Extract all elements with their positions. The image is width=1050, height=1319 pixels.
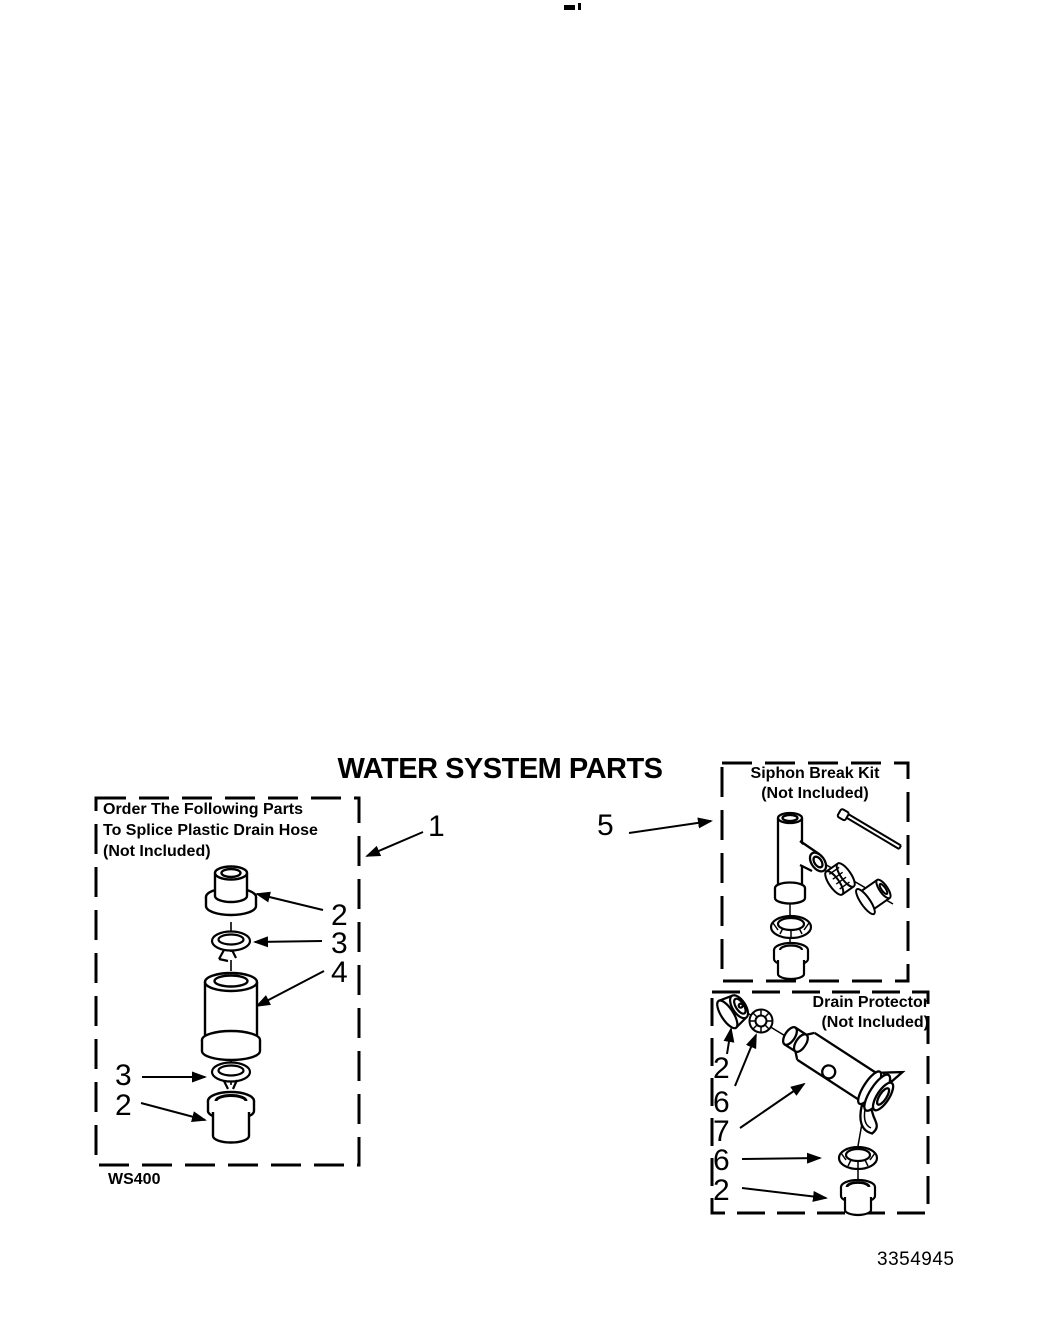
- drain-box-header: [710, 993, 929, 1033]
- hose-clamp-bottom-drawing: [212, 1063, 250, 1090]
- splice-kit-drawing: [202, 867, 260, 1143]
- cable-tie-drawing: [837, 809, 901, 849]
- drain-title-line2: (Not Included): [821, 1014, 929, 1031]
- splice-callout-2-arrow: [257, 894, 323, 910]
- splice-header-line3: (Not Included): [103, 843, 211, 860]
- callout-5: 5: [597, 809, 614, 842]
- hose-coupling-bottom-drawing: [208, 1092, 254, 1143]
- callout-1-arrow: [367, 832, 423, 856]
- splice-callout-4: 4: [331, 956, 348, 989]
- siphon-coupling-drawing: [774, 943, 808, 979]
- drain-callout-2b-arrow: [742, 1188, 826, 1198]
- splice-callout-4-arrow: [257, 971, 324, 1006]
- splice-box-header: [103, 799, 357, 862]
- siphon-clamp-ring-drawing: [771, 916, 811, 938]
- hose-fitting-drawing: [853, 874, 895, 916]
- drain-callout-6: 6: [713, 1086, 730, 1119]
- callout-1: 1: [428, 810, 445, 843]
- hose-coupling-top-drawing: [206, 867, 256, 916]
- drain-callout-6b-arrow: [742, 1158, 820, 1159]
- hose-clamp-top-drawing: [212, 932, 250, 962]
- drain-callout-6-arrow: [735, 1035, 756, 1086]
- splice-callout-3b: 3: [115, 1059, 132, 1092]
- drain-callout-7-arrow: [740, 1084, 804, 1128]
- drain-clamp-ring-drawing: [839, 1147, 877, 1169]
- siphon-title-line1: Siphon Break Kit: [750, 765, 880, 782]
- splice-header-line1: Order The Following Parts: [103, 801, 304, 818]
- siphon-box-header: [722, 764, 908, 804]
- splice-callout-2b: 2: [115, 1089, 132, 1122]
- drain-title-line1: Drain Protector: [812, 994, 929, 1011]
- scan-mark: [564, 3, 581, 10]
- drain-callout-7: 7: [713, 1115, 730, 1148]
- splice-tube-drawing: [202, 973, 260, 1060]
- diagram-code-label: WS400: [108, 1171, 161, 1188]
- splice-header-line2: To Splice Plastic Drain Hose: [103, 822, 318, 839]
- drain-callout-2b: 2: [713, 1174, 730, 1207]
- splice-callout-3-arrow: [255, 941, 322, 942]
- siphon-pipe-drawing: [775, 813, 829, 904]
- splice-callout-3: 3: [331, 927, 348, 960]
- siphon-break-kit-drawing: [771, 809, 901, 979]
- drain-callout-2: 2: [713, 1052, 730, 1085]
- splice-callout-2: 2: [331, 899, 348, 932]
- drain-callout-6b: 6: [713, 1144, 730, 1177]
- doc-number-label: 3354945: [877, 1249, 955, 1270]
- siphon-title-line2: (Not Included): [761, 785, 869, 802]
- callout-5-arrow: [629, 821, 711, 833]
- splice-callout-2b-arrow: [141, 1103, 205, 1120]
- drain-coupling-bottom-drawing: [841, 1180, 875, 1215]
- page-title: WATER SYSTEM PARTS: [337, 753, 663, 785]
